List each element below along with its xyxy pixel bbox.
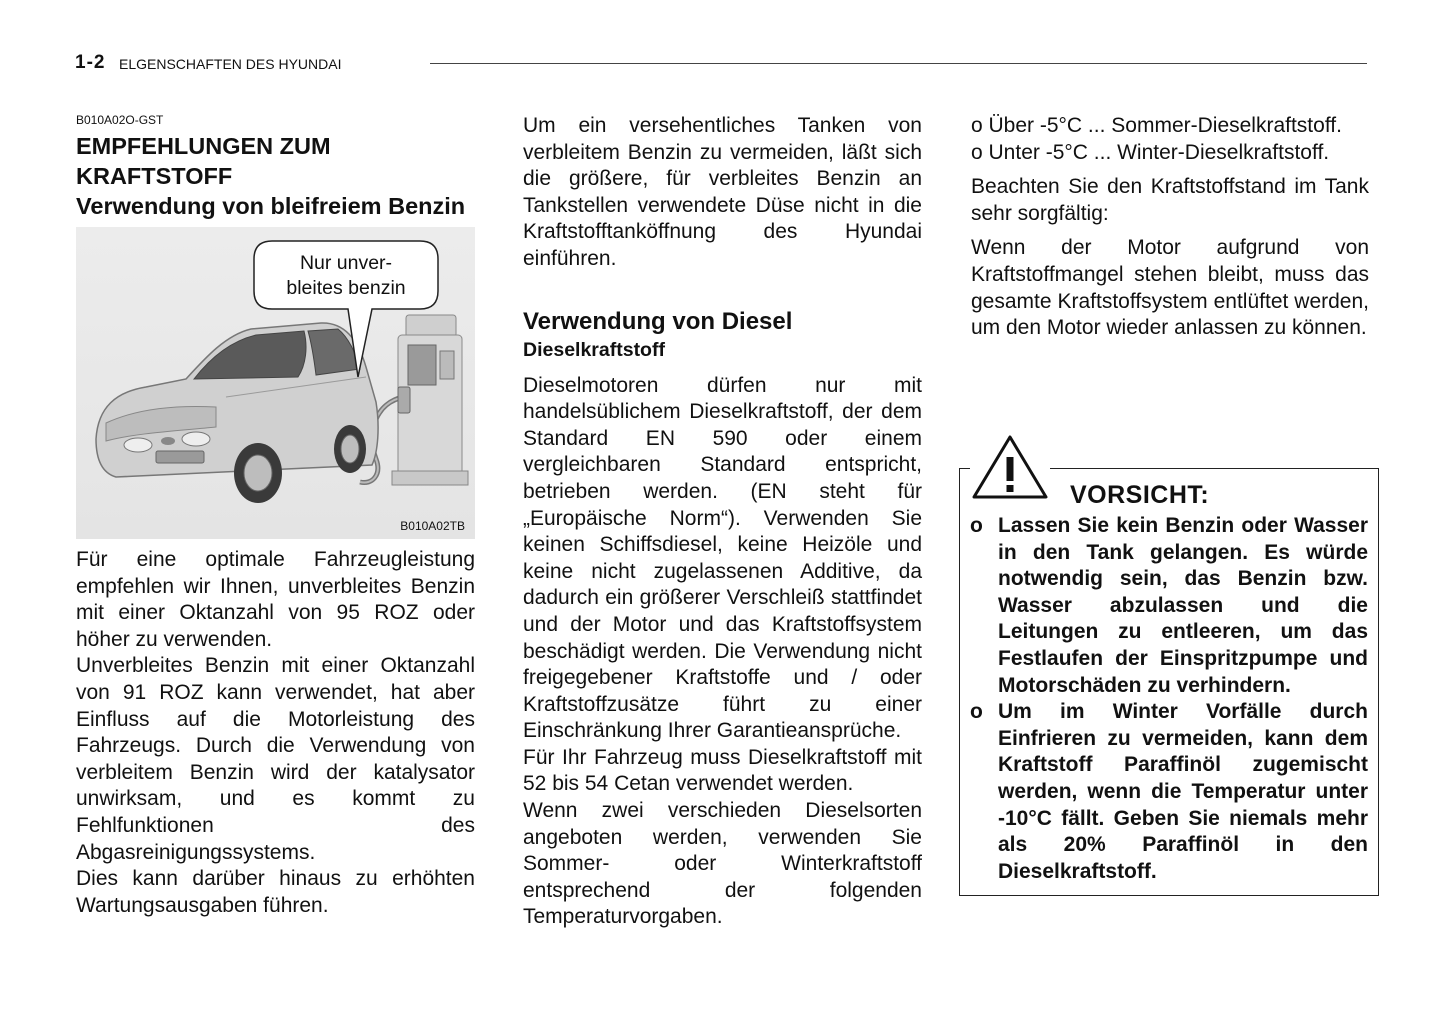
section-heading-line1: EMPFEHLUNGEN ZUM: [76, 133, 331, 159]
paragraph: Für eine optimale Fahrzeugleistung empfehlen wir Ihnen, unverbleites Benzin mit einer Oktanzahl von 95 ROZ oder höher zu verwenden.: [76, 548, 475, 651]
car-fuel-illustration: [76, 227, 475, 539]
section-heading-line2: KRAFTSTOFF: [76, 163, 233, 189]
page-number: 1-2: [75, 52, 106, 73]
bullet: o: [970, 700, 983, 724]
unleaded-subheading: Verwendung von bleifreiem Benzin: [76, 193, 466, 219]
paragraph: Dieselmotoren dürfen nur mit handelsüblichem Dieselkraftstoff, der dem Standard EN 590 oder einem vergleichbaren Standard entspricht, betrieben werden. (EN steht für „Europäische Norm“). Verwenden Sie keinen Schiffsdiesel, keine Heizöle und keine nicht zugelassenen Additive, da dadurch ein größerer Verschleiß stattfindet und der Motor und das Kraftstoffsystem beschädigt werden. Die Verwendung nicht freigegebener Kraftstoffe und / oder Kraftstoffzusätze führt zu einer Einschränkung Ihrer Garantieansprüche.: [523, 373, 922, 743]
diesel-heading: Verwendung von Diesel: [523, 307, 793, 335]
header-rule: [430, 63, 1367, 64]
warning-triangle-icon: [970, 433, 1050, 503]
paragraph: Unverbleites Benzin mit einer Oktanzahl von 91 ROZ kann verwendet, hat aber Einfluss auf die Motorleistung des Fahrzeugs. Durch die Verwendung von verbleitem Benzin wird der katalysator unwirksam, und es kommt zu Fehlfunktionen des Abgasreinigungssystems.: [76, 654, 475, 864]
column-1: [76, 113, 475, 919]
caution-item-text: Um im Winter Vorfälle durch Einfrieren zu vermeiden, kann dem Kraftstoff Paraffinöl zugemischt werden, wenn die Temperatur unter -10°C fällt. Geben Sie niemals mehr als 20% Paraffinöl in den Dieselkraftstoff.: [998, 700, 1368, 883]
figure-code: B010A02TB: [400, 519, 465, 533]
paragraph: Wenn zwei verschieden Dieselsorten angeboten werden, verwenden Sie Sommer- oder Winterkraftstoff entsprechend der folgenden Temperaturvorgaben.: [523, 799, 922, 929]
paragraph: Für Ihr Fahrzeug muss Dieselkraftstoff mit 52 bis 54 Cetan verwendet werden.: [523, 745, 922, 796]
paragraph: Dies kann darüber hinaus zu erhöhten Wartungsausgaben führen.: [76, 867, 475, 917]
chapter-title: ELGENSCHAFTEN DES HYUNDAI: [119, 56, 342, 72]
temperature-rule-summer: o Über -5°C ... Sommer-Dieselkraftstoff.: [971, 114, 1342, 137]
bubble-line-2: bleites benzin: [286, 277, 406, 299]
caution-item: [970, 699, 1368, 885]
caution-list: [970, 513, 1368, 885]
page-header: [75, 52, 1367, 76]
caution-item: [970, 513, 1368, 699]
caution-header: [970, 433, 1370, 513]
car-icon: [96, 323, 378, 503]
column-2: [523, 113, 922, 931]
temperature-rule-winter: o Unter -5°C ... Winter-Dieselkraftstoff.: [971, 140, 1330, 164]
section-code: B010A02O-GST: [76, 113, 164, 127]
paragraph: Beachten Sie den Kraftstoffstand im Tank sehr sorgfältig:: [971, 175, 1369, 225]
diesel-subheading: Dieselkraftstoff: [523, 338, 665, 361]
bullet: o: [970, 514, 983, 537]
bubble-line-1: Nur unver-: [299, 252, 393, 274]
speech-bubble-text: [260, 251, 432, 301]
caution-title: VORSICHT:: [1070, 481, 1210, 509]
caution-item-text: Lassen Sie kein Benzin oder Wasser in den Tank gelangen. Es würde notwendig sein, das Benzin bzw. Wasser abzulassen und die Leitungen zu entleeren, um das Festlaufen der Einspritzpumpe und Motorschäden zu verhindern.: [998, 514, 1368, 697]
paragraph: Wenn der Motor aufgrund von Kraftstoffmangel stehen bleibt, muss das gesamte Kraftstoffsystem entlüftet werden, um den Motor wieder anlassen zu können.: [971, 236, 1369, 340]
paragraph: Um ein versehentliches Tanken von verbleitem Benzin zu vermeiden, läßt sich die größere, für verbleites Benzin an Tankstellen verwendete Düse nicht in die Kraftstofftanköffnung des Hyundai einführen.: [523, 114, 922, 270]
caution-box: [959, 468, 1379, 896]
column-3: [971, 113, 1369, 342]
